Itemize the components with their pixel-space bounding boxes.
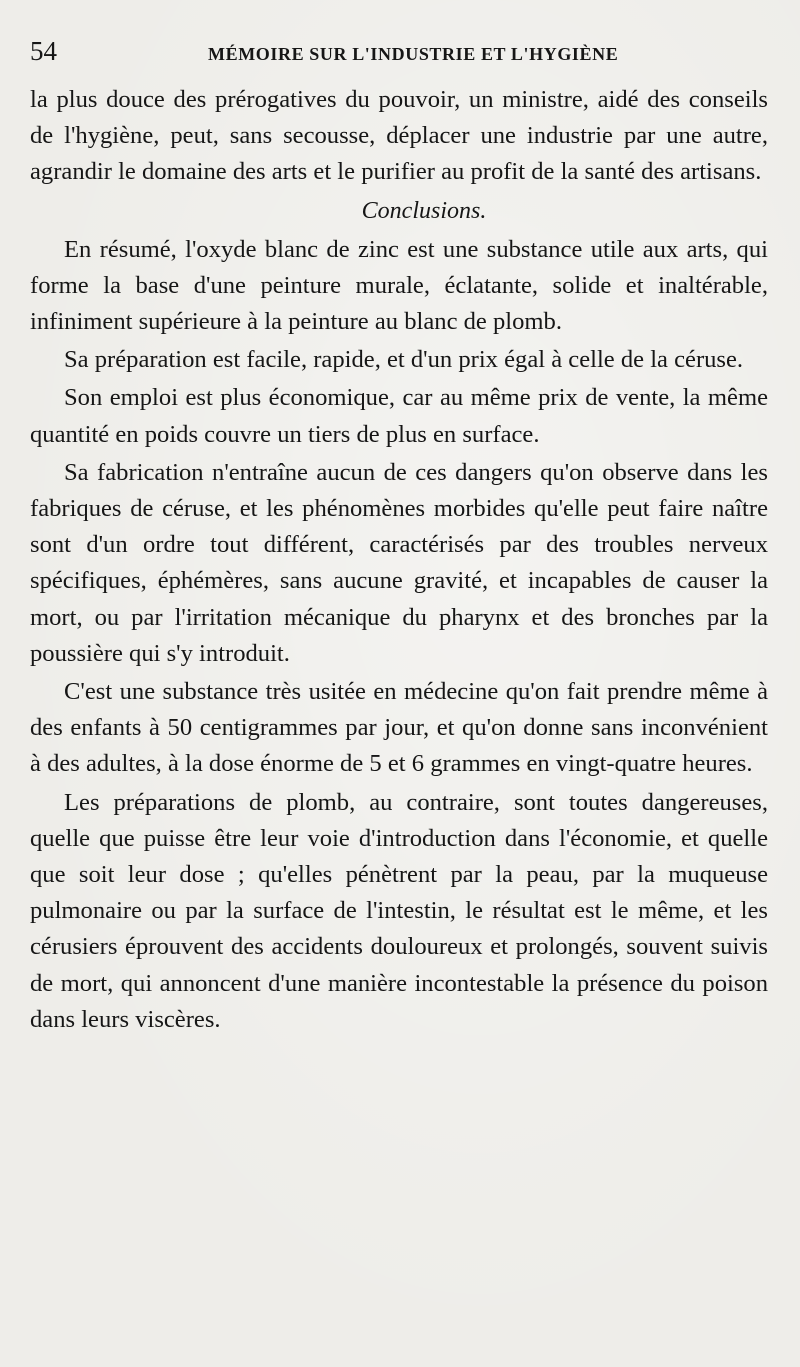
paragraph-economy: Son emploi est plus économique, car au même prix de vente, la même quantité en poids couvre un tiers de plus en surface. bbox=[30, 384, 768, 448]
page-header bbox=[30, 36, 768, 76]
paragraph-medicine: C'est une substance très usitée en médecine qu'on fait prendre même à des enfants à 50 centigrammes par jour, et qu'on donne sans inconvénient à des adultes, à la dose énorme de 5 et 6 grammes en vingt-quatre heures. bbox=[30, 678, 768, 778]
paragraph-lead: Les préparations de plomb, au contraire, sont toutes dangereuses, quelle que puisse être leur voie d'introduction dans l'économie, et quelle que soit leur dose ; qu'elles pénètrent par la peau, par la muqueuse pulmonaire ou par la surface de l'intestin, le résultat est le même, et les cérusiers éprouvent des accidents douloureux et prolongés, souvent suivis de mort, qui annoncent d'une manière incontestable la présence du poison dans leurs viscères. bbox=[30, 788, 768, 1033]
page-number: 54 bbox=[30, 36, 57, 66]
paragraph-summary: En résumé, l'oxyde blanc de zinc est une substance utile aux arts, qui forme la base d'une peinture murale, éclatante, solide et inaltérable, infiniment supérieure à la peinture au blanc de plomb. bbox=[30, 235, 768, 336]
section-heading: Conclusions. bbox=[361, 197, 487, 224]
paragraph-preparation: Sa préparation est facile, rapide, et d'un prix égal à celle de la céruse. bbox=[64, 346, 744, 374]
opening-paragraph: la plus douce des prérogatives du pouvoir, un ministre, aidé des conseils de l'hygiène, peut, sans secousse, déplacer une industrie par une autre, agrandir le domaine des arts et le purifier au profit de la santé des artisans. bbox=[30, 86, 768, 186]
body-text bbox=[30, 82, 768, 1038]
paragraph-fabrication: Sa fabrication n'entraîne aucun de ces dangers qu'on observe dans les fabriques de céruse, et les phénomènes morbides qu'elle peut faire naître sont d'un ordre tout différent, caractérisés par des troubles nerveux spécifiques, éphémères, sans aucune gravité, et incapables de causer la mort, ou par l'irritation mécanique du pharynx et des bronches par la poussière qui s'y introduit. bbox=[30, 458, 768, 667]
running-title: MÉMOIRE SUR L'INDUSTRIE ET L'HYGIÈNE bbox=[208, 44, 619, 64]
